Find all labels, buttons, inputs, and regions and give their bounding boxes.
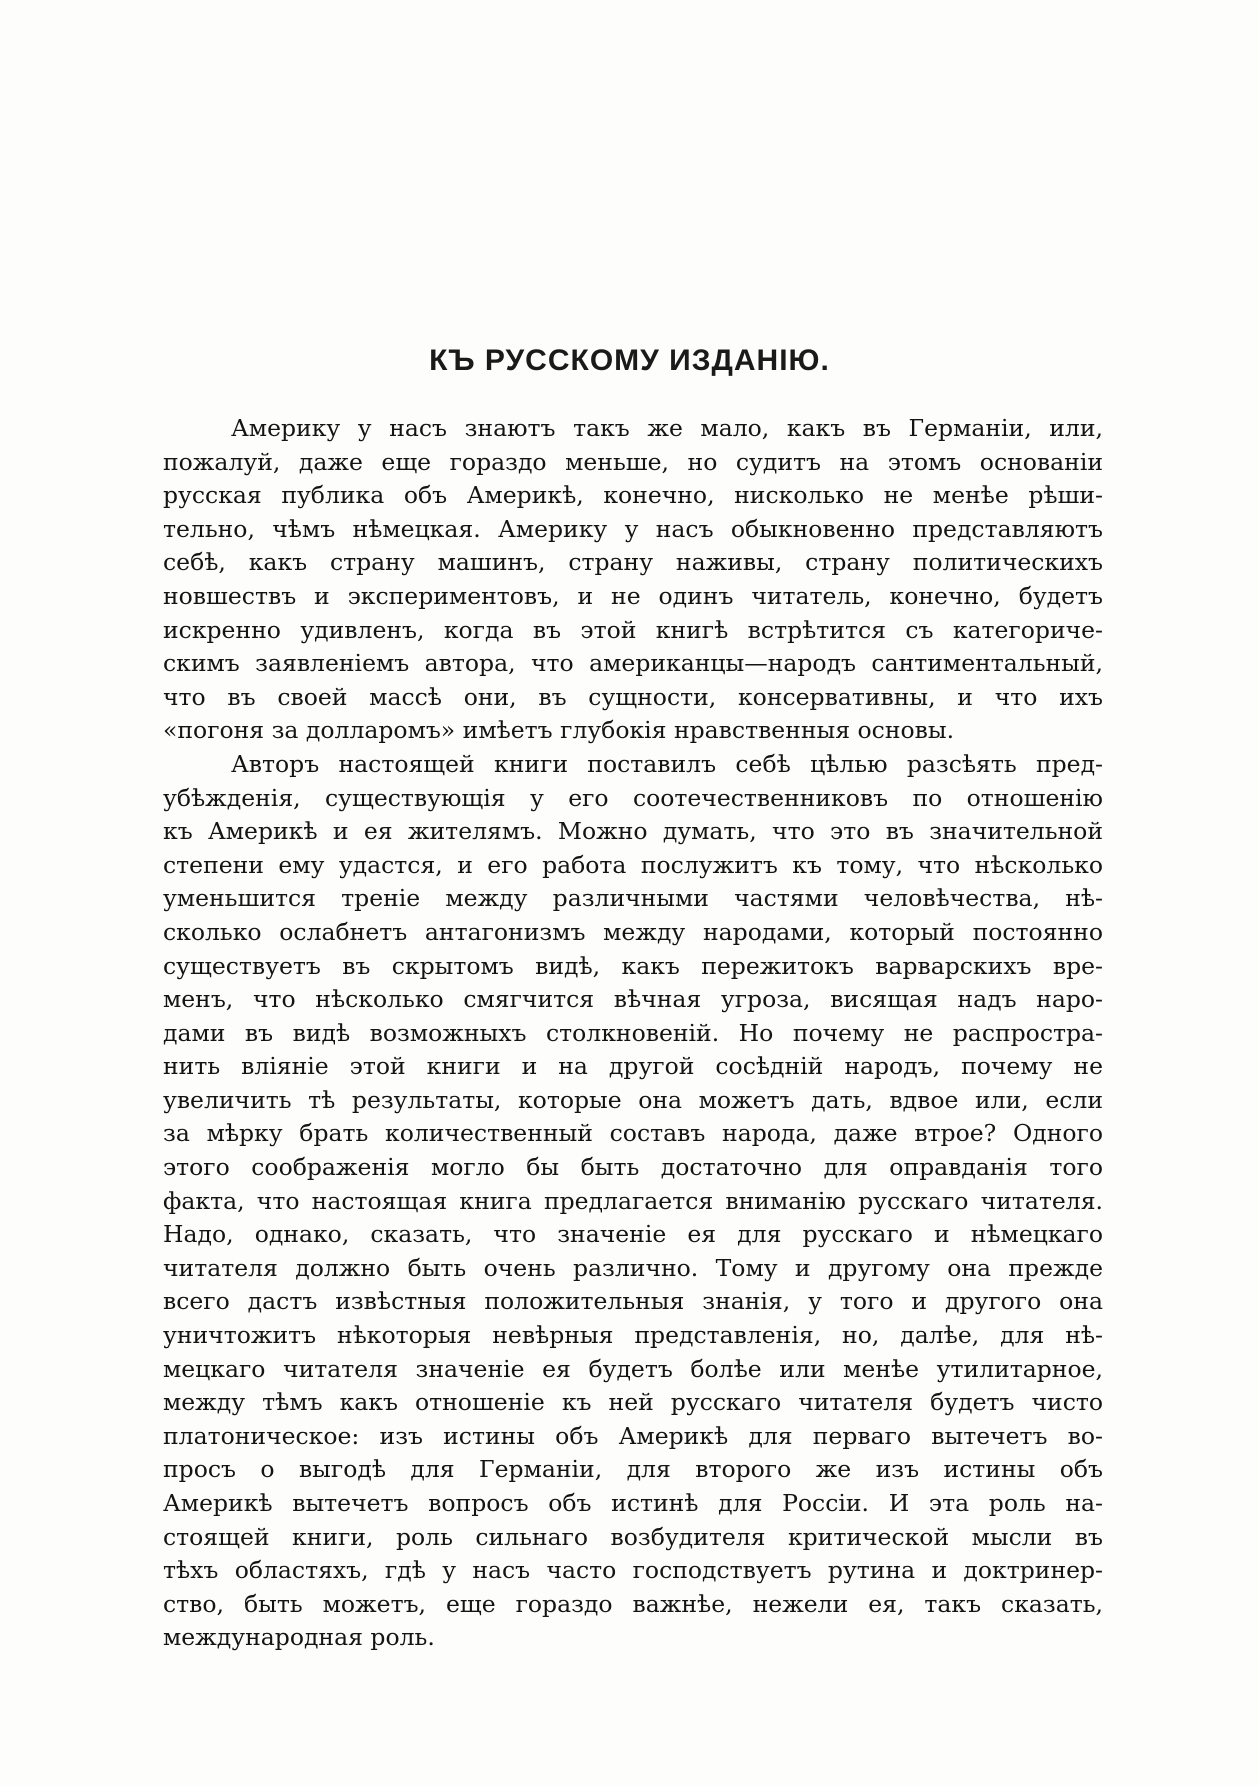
text-line: убѣжденія, существующія у его соотечественниковъ по отношенію	[163, 783, 1103, 812]
text-line: Америку у насъ знаютъ такъ же мало, какъ въ Германіи, или,	[231, 414, 1103, 442]
text-line: русская публика объ Америкѣ, конечно, нисколько не менѣе рѣши-	[163, 481, 1103, 510]
text-line: тѣхъ областяхъ, гдѣ у насъ часто господствуетъ рутина и доктринер-	[163, 1556, 1103, 1585]
text-line: Надо, однако, сказать, что значеніе ея для русскаго и нѣмецкаго	[163, 1220, 1103, 1249]
text-line: искренно удивленъ, когда въ этой книгѣ встрѣтится съ категориче-	[163, 615, 1103, 644]
text-line: степени ему удастся, и его работа послужитъ къ тому, что нѣсколько	[163, 850, 1103, 879]
text-line: ство, быть можетъ, еще гораздо важнѣе, нежели ея, такъ сказать,	[163, 1589, 1103, 1618]
text-line: между тѣмъ какъ отношеніе къ ней русскаго читателя будетъ чисто	[163, 1388, 1103, 1417]
text-line: этого соображенія могло бы быть достаточно для оправданія того	[163, 1153, 1103, 1182]
text-line: пожалуй, даже еще гораздо меньше, но судитъ на этомъ основаніи	[163, 447, 1103, 476]
text-line: платоническое: изъ истины объ Америкѣ для перваго вытечетъ во-	[163, 1421, 1103, 1450]
text-line: Америкѣ вытечетъ вопросъ объ истинѣ для Россіи. И эта роль на-	[163, 1489, 1103, 1517]
text-line: факта, что настоящая книга предлагается вниманію русскаго читателя.	[163, 1186, 1103, 1215]
body-text	[163, 412, 1103, 1655]
text-line: уничтожитъ нѣкоторыя невѣрныя представленія, но, далѣе, для нѣ-	[163, 1321, 1103, 1350]
text-line: нить вліяніе этой книги и на другой сосѣдній народъ, почему не	[163, 1052, 1103, 1081]
text-line: читателя должно быть очень различно. Тому и другому она прежде	[163, 1253, 1103, 1282]
text-line: просъ о выгодѣ для Германіи, для второго же изъ истины объ	[163, 1455, 1103, 1484]
text-line: за мѣрку брать количественный составъ народа, даже втрое? Одного	[163, 1119, 1103, 1148]
text-line: что въ своей массѣ они, въ сущности, консервативны, и что ихъ	[163, 682, 1103, 711]
text-line: тельно, чѣмъ нѣмецкая. Америку у насъ обыкновенно представляютъ	[163, 514, 1103, 543]
text-line: сколько ослабнетъ антагонизмъ между народами, который постоянно	[163, 917, 1103, 946]
text-line: себѣ, какъ страну машинъ, страну наживы, страну политическихъ	[163, 548, 1103, 577]
text-line: скимъ заявленіемъ автора, что американцы—народъ сантиментальный,	[163, 649, 1103, 678]
text-line: существуетъ въ скрытомъ видѣ, какъ пережитокъ варварскихъ вре-	[163, 951, 1103, 980]
page-title: КЪ РУССКОМУ ИЗДАНІЮ.	[429, 344, 830, 377]
text-line: «погоня за долларомъ» имѣетъ глубокія нравственныя основы.	[163, 716, 955, 745]
text-line: дами въ видѣ возможныхъ столкновеній. Но почему не распростра-	[163, 1018, 1103, 1047]
text-line: уменьшится треніе между различными частями человѣчества, нѣ-	[163, 884, 1103, 913]
text-line: стоящей книги, роль сильнаго возбудителя критической мысли въ	[163, 1522, 1103, 1551]
text-line: менъ, что нѣсколько смягчится вѣчная угроза, висящая надъ наро-	[163, 985, 1103, 1014]
text-line: новшествъ и экспериментовъ, и не одинъ читатель, конечно, будетъ	[163, 581, 1103, 610]
text-line: Авторъ настоящей книги поставилъ себѣ цѣлью разсѣять пред-	[231, 749, 1103, 778]
text-line: къ Америкѣ и ея жителямъ. Можно думать, что это въ значительной	[163, 817, 1103, 846]
text-line: международная роль.	[163, 1623, 435, 1652]
text-line: увеличить тѣ результаты, которые она можетъ дать, вдвое или, если	[163, 1085, 1103, 1114]
text-line: мецкаго читателя значеніе ея будетъ болѣе или менѣе утилитарное,	[163, 1354, 1103, 1383]
text-line: всего дастъ извѣстныя положительныя знанія, у того и другого она	[163, 1287, 1103, 1316]
